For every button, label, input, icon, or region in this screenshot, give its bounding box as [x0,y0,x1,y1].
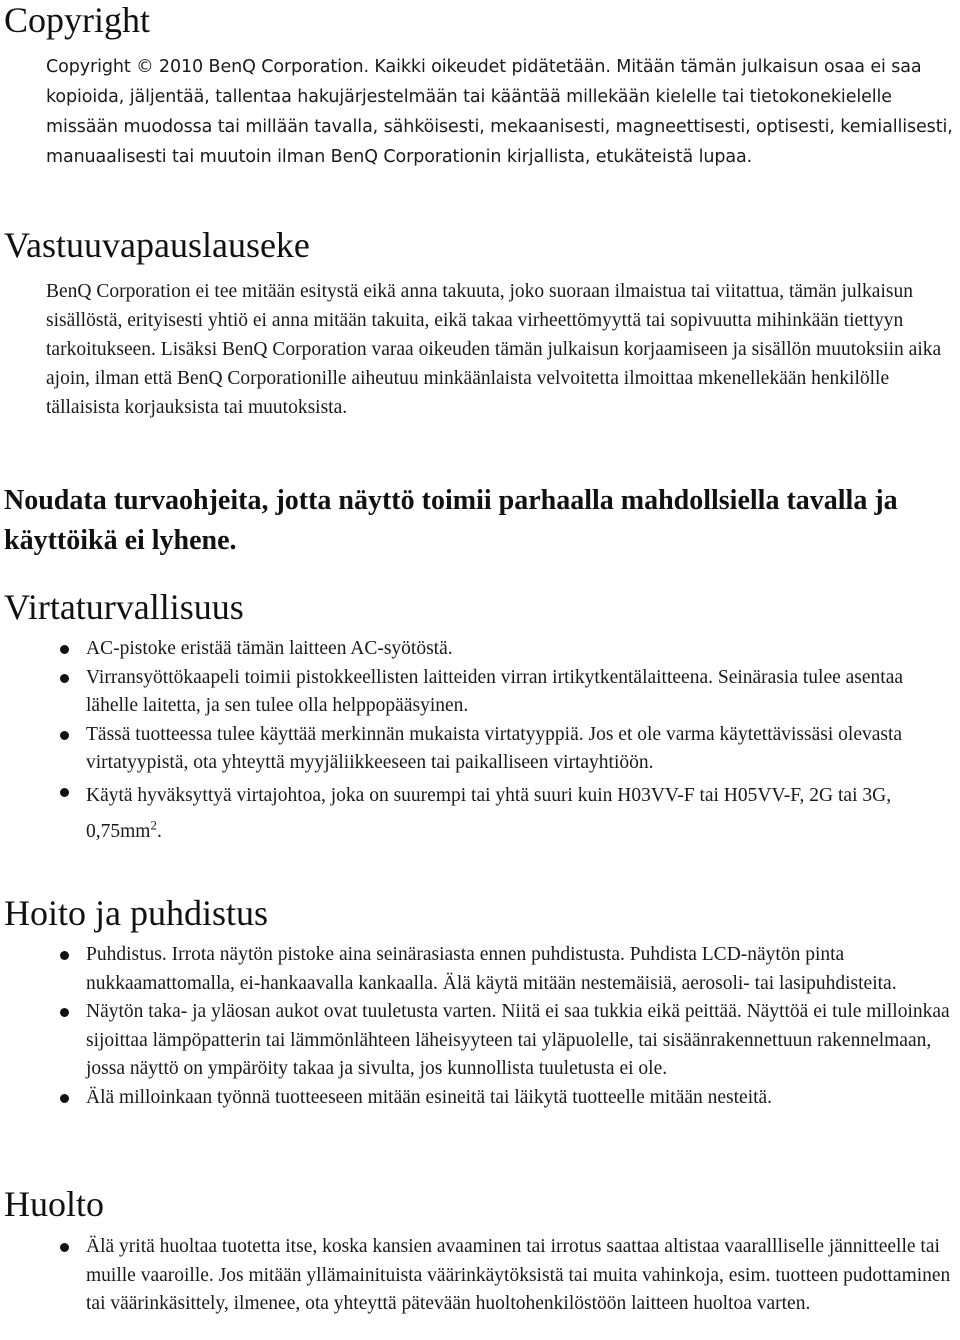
care-list [46,941,958,1112]
power-safety-list [46,635,958,850]
service-heading: Huolto [4,1184,105,1224]
list-item-text: Virransyöttökaapeli toimii pistokkeellisten laitteiden virran irtikytkentälaitteena. Seinärasia tulee asentaa lähelle laitetta, ja sen tulee olla helppopääsyinen. [86,666,904,716]
list-item-text: Käytä hyväksyttyä virtajohtoa, joka on suurempi tai yhtä suuri kuin H03VV-F tai H05VV-F, 2G tai 3G, 0,75mm [86,784,892,842]
bullet-icon [60,674,69,683]
list-item-text: Tässä tuotteessa tulee käyttää merkinnän mukaista virtatyyppiä. Jos et ole varma käytettävissäsi olevasta virtatyypistä, ota yhteyttä myyjäliikkeeseen tai paikalliseen virtayhtiöön. [86,723,903,773]
power-safety-heading: Virtaturvallisuus [4,587,244,627]
list-item-text: Älä milloinkaan työnnä tuotteeseen mitään esineitä tai läikytä tuotteelle mitään nesteitä. [86,1086,773,1108]
copyright-text-prefix: Copyright © 2010 BenQ Corporation. Kaikki oikeudet pidätetään. [46,57,611,77]
list-item [46,721,958,778]
bullet-icon [60,1008,69,1017]
superscript-2: 2 [150,817,157,832]
bullet-icon [60,951,69,960]
list-item [46,778,958,850]
bullet-icon [60,788,69,797]
bullet-icon [60,731,69,740]
list-item-text: AC-pistoke eristää tämän laitteen AC-syötöstä. [86,638,453,659]
bullet-icon [60,645,69,654]
list-item-text: Puhdistus. Irrota näytön pistoke aina seinärasiasta ennen puhdistusta. Puhdista LCD-näytön pinta nukkaamattomalla, ei-hankaavalla kankaalla. Älä käytä mitään nestemäisiä, aerosoli- tai lasipuhdisteita. [86,944,897,994]
safety-heading: Noudata turvaohjeita, jotta näyttö toimii parhaalla mahdollsiella tavalla ja käyttöikä ei lyhene. [4,485,898,556]
list-item [46,998,958,1084]
list-item-text: Näytön taka- ja yläosan aukot ovat tuuletusta varten. Niitä ei saa tukkia eikä peittää. Näyttöä ei tule milloinkaa sijoittaa lämpöpatterin tai lämmönlähteen läheisyyteen tai yläpuolelle, tai sisäänrakennettuun rakennelmaan, jossa näyttö on ympäröity takaa ja sivulta, jos kunnollista tuuletusta ei ole. [86,1001,950,1079]
copyright-text-rest: Mitään tämän julkaisun osaa ei saa kopioida, jäljentää, tallentaa hakujärjestelmään tai kääntää millekään kielelle tai tietokonekielelle missään muodossa tai millään tavalla, sähköisesti, mekaanisesti, magneettisesti, optisesti, kemiallisesti, manuaalisesti tai muutoin ilman BenQ Corporationin kirjallista, etukäteistä lupaa. [46,57,953,167]
list-item [46,941,958,998]
list-item-end: . [156,820,162,842]
disclaimer-heading: Vastuuvapauslauseke [4,225,310,265]
list-item [46,1233,958,1319]
bullet-icon [60,1094,69,1103]
service-list [46,1233,958,1319]
bullet-icon [60,1243,69,1252]
list-item [46,664,958,721]
list-item-text: Älä yritä huoltaa tuotetta itse, koska kansien avaaminen tai irrotus saattaa altistaa vaarallliselle jännitteelle tai muille vaaroille. Jos mitään yllämainituista väärinkäytöksistä tai muita vahinkoja, esim. tuotteen pudottaminen tai väärinkäsittely, ilmenee, ota yhteyttä pätevään huoltohenkilöstöön laitteen huoltoa varten. [86,1236,951,1314]
disclaimer-text: BenQ Corporation ei tee mitään esitystä eikä anna takuuta, joko suoraan ilmaistua tai viitattua, tämän julkaisun sisällöstä, erityisesti yhtiö ei anna mitään takuita, eikä takaa virheettömyyttä tai sopivuutta mihinkään tiettyyn tarkoitukseen. Lisäksi BenQ Corporation varaa oikeuden tämän julkaisun korjaamiseen ja sisällön muutoksiin aika ajoin, ilman että BenQ Corporationille aiheutuu minkäänlaista velvoitetta ilmoittaa mkenellekään henkilölle tällaisista korjauksista tai muutoksista. [46,281,942,418]
list-item [46,635,958,664]
copyright-heading: Copyright [4,0,151,40]
care-heading: Hoito ja puhdistus [4,893,269,933]
copyright-text [46,52,958,172]
list-item [46,1084,958,1113]
